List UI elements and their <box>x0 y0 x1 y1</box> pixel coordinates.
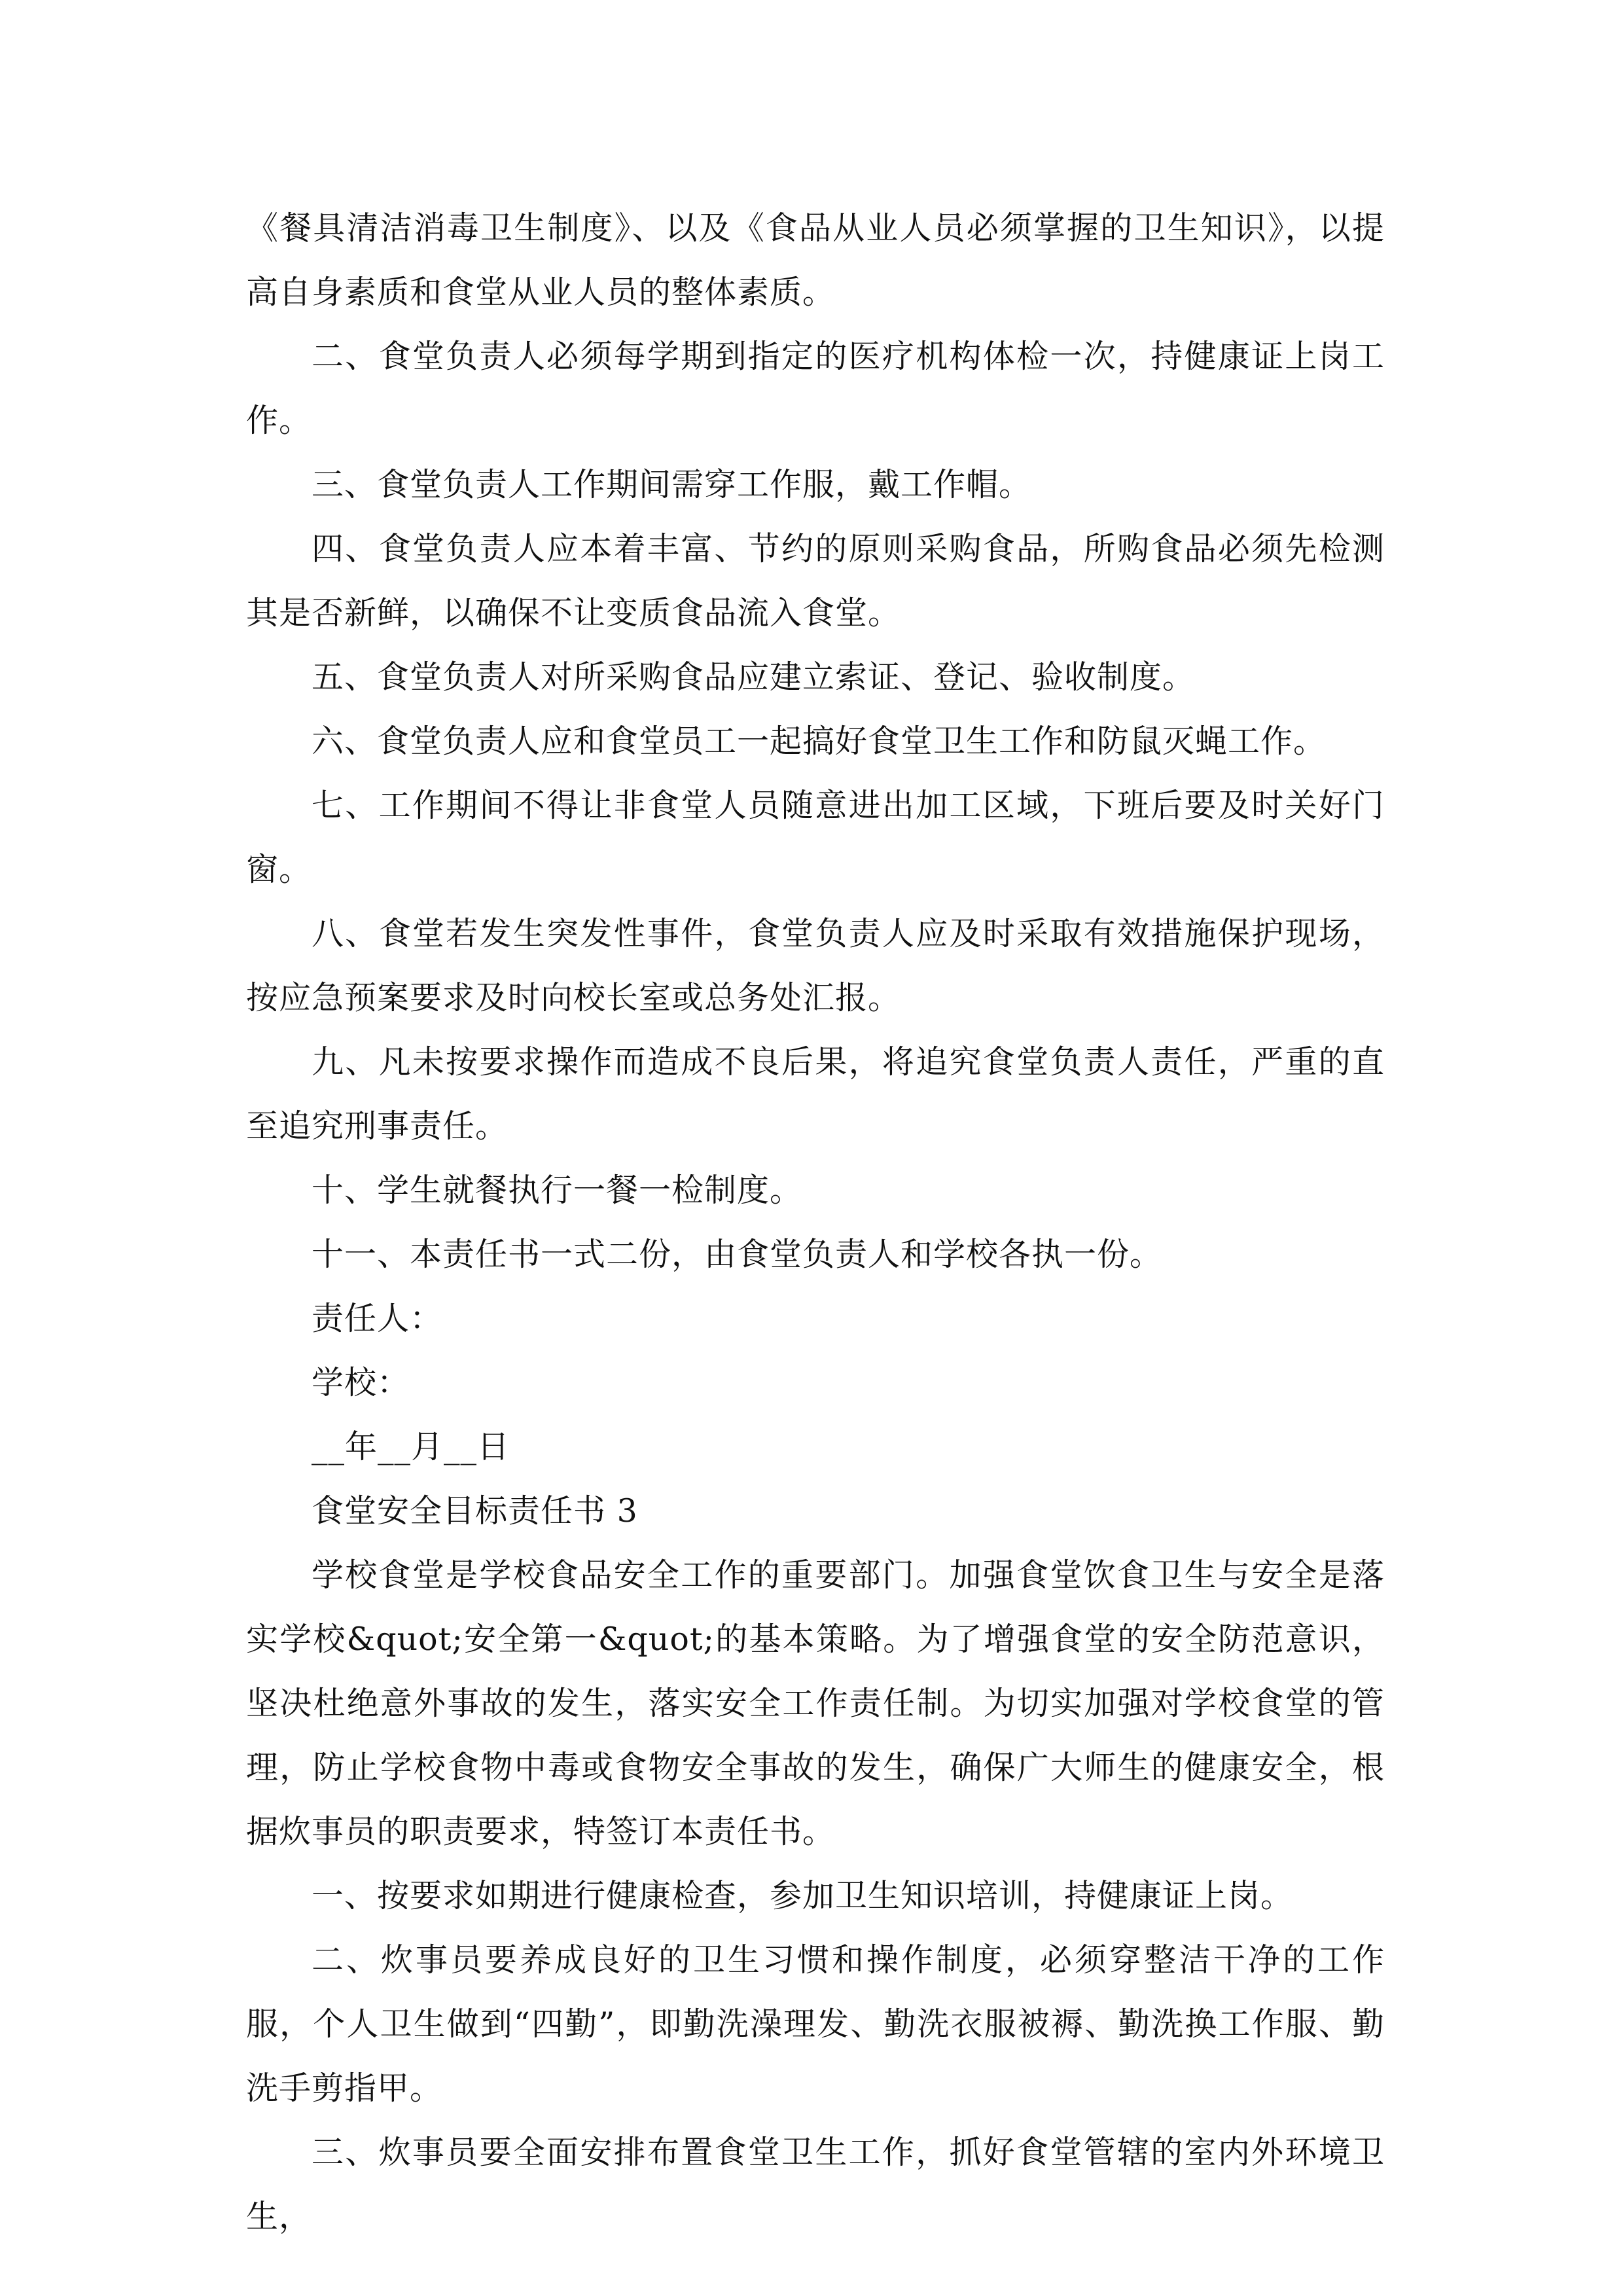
document-body <box>246 196 1385 2249</box>
paragraph-item-9: 九、凡未按要求操作而造成不良后果，将追究食堂负责人责任，严重的直至追究刑事责任。 <box>246 1043 1385 1145</box>
paragraph-item-10: 十、学生就餐执行一餐一检制度。 <box>312 1172 803 1209</box>
paragraph-item-3: 三、食堂负责人工作期间需穿工作服，戴工作帽。 <box>312 466 1032 503</box>
paragraph-item-8: 八、食堂若发生突发性事件，食堂负责人应及时采取有效措施保护现场，按应急预案要求及时向校长室或总务处汇报。 <box>246 915 1385 1016</box>
signature-date: __年__月__日 <box>312 1428 510 1465</box>
paragraph-continuation: 《餐具清洁消毒卫生制度》、以及《食品从业人员必须掌握的卫生知识》，以提高自身素质和食堂从业人员的整体素质。 <box>246 209 1385 311</box>
paragraph-item-5: 五、食堂负责人对所采购食品应建立索证、登记、验收制度。 <box>312 658 1196 696</box>
signature-school: 学校： <box>312 1364 410 1401</box>
paragraph-item-4: 四、食堂负责人应本着丰富、节约的原则采购食品，所购食品必须先检测其是否新鲜，以确保不让变质食品流入食堂。 <box>246 530 1385 632</box>
paragraph-item-7: 七、工作期间不得让非食堂人员随意进出加工区域，下班后要及时关好门窗。 <box>246 787 1385 888</box>
paragraph-item-1b: 一、按要求如期进行健康检查，参加卫生知识培训，持健康证上岗。 <box>312 1877 1294 1914</box>
section-title: 食堂安全目标责任书 3 <box>312 1492 638 1530</box>
paragraph-item-2b: 二、炊事员要养成良好的卫生习惯和操作制度，必须穿整洁干净的工作服，个人卫生做到“四勤”，即勤洗澡理发、勤洗衣服被褥、勤洗换工作服、勤洗手剪指甲。 <box>246 1941 1385 2107</box>
paragraph-item-6: 六、食堂负责人应和食堂员工一起搞好食堂卫生工作和防鼠灭蝇工作。 <box>312 723 1327 760</box>
signature-responsible-person: 责任人： <box>312 1300 443 1337</box>
paragraph-item-11: 十一、本责任书一式二份，由食堂负责人和学校各执一份。 <box>312 1236 1163 1273</box>
paragraph-intro: 学校食堂是学校食品安全工作的重要部门。加强食堂饮食卫生与安全是落实学校&quot;安全第一&quot;的基本策略。为了增强食堂的安全防范意识，坚决杜绝意外事故的发生，落实安全工作责任制。为切实加强对学校食堂的管理，防止学校食物中毒或食物安全事故的发生，确保广大师生的健康安全，根据炊事员的职责要求，特签订本责任书。 <box>246 1556 1385 1850</box>
paragraph-item-2: 二、食堂负责人必须每学期到指定的医疗机构体检一次，持健康证上岗工作。 <box>246 338 1385 439</box>
paragraph-item-3b: 三、炊事员要全面安排布置食堂卫生工作，抓好食堂管辖的室内外环境卫生， <box>246 2134 1385 2235</box>
